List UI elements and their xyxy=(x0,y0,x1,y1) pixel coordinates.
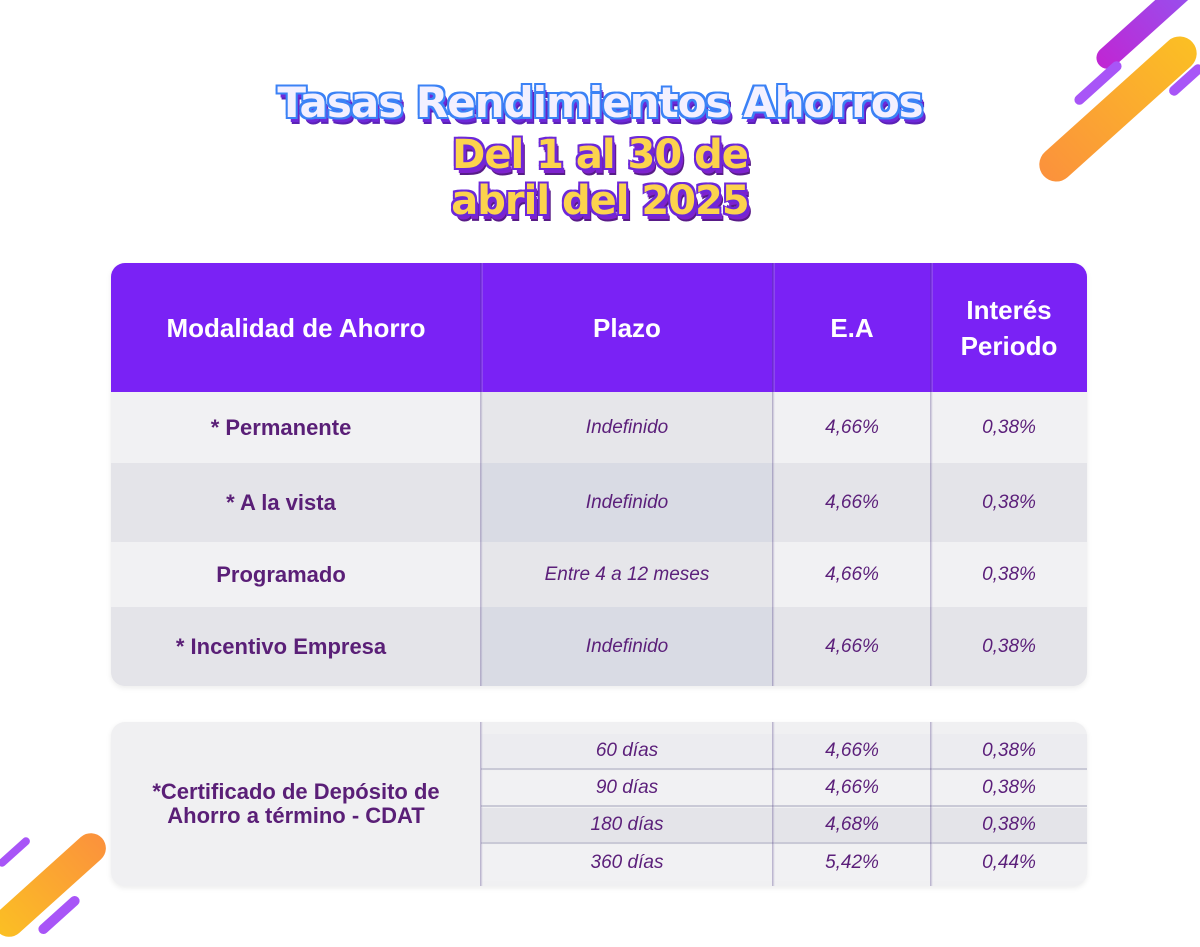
cdat-row xyxy=(481,808,1087,844)
row-interes: 0,38% xyxy=(982,563,1036,585)
row-interes: 0,38% xyxy=(982,635,1036,657)
row-plazo: Indefinido xyxy=(481,607,773,686)
cdat-label: *Certificado de Depósito de Ahorro a término - CDAT xyxy=(152,779,440,828)
column-divider xyxy=(772,722,775,886)
cdat-interes: 0,44% xyxy=(982,852,1036,873)
date-range-title xyxy=(0,132,1200,224)
row-plazo: Indefinido xyxy=(481,463,773,542)
cdat-plazo: 360 días xyxy=(590,852,664,873)
cdat-interes: 0,38% xyxy=(982,740,1036,761)
header-modalidad: Modalidad de Ahorro xyxy=(166,312,426,343)
header-interes-line1: Interés xyxy=(966,294,1052,325)
table-row xyxy=(111,607,1087,686)
cdat-ea: 5,42% xyxy=(825,852,879,873)
row-modalidad: * Incentivo Empresa xyxy=(175,633,387,659)
cdat-ea: 4,68% xyxy=(825,814,879,835)
column-divider xyxy=(480,722,483,886)
row-interes: 0,38% xyxy=(982,491,1036,513)
column-divider xyxy=(930,722,933,886)
savings-rates-table xyxy=(111,263,1087,686)
header-interes-periodo xyxy=(931,263,1087,392)
cdat-plazo: 180 días xyxy=(590,814,664,835)
row-plazo: Indefinido xyxy=(481,392,773,463)
date-range-line-2: abril del 2025 xyxy=(451,178,749,224)
cdat-interes: 0,38% xyxy=(982,814,1036,835)
header-interes-line2: Periodo xyxy=(960,330,1058,361)
column-divider xyxy=(480,263,483,686)
table-row xyxy=(111,392,1087,463)
row-modalidad: Programado xyxy=(216,561,346,587)
table-row xyxy=(111,542,1087,607)
cdat-row xyxy=(481,771,1087,807)
cdat-ea: 4,66% xyxy=(825,740,879,761)
cdat-plazo: 60 días xyxy=(595,740,659,761)
row-interes: 0,38% xyxy=(982,416,1036,438)
decorative-streak xyxy=(0,836,32,869)
table-header xyxy=(111,263,1087,392)
table-row xyxy=(111,463,1087,542)
header-plazo: Plazo xyxy=(593,312,661,343)
column-divider xyxy=(930,263,933,686)
row-ea: 4,66% xyxy=(825,491,879,513)
row-ea: 4,66% xyxy=(825,635,879,657)
row-modalidad: * Permanente xyxy=(210,414,352,440)
date-range-line-1: Del 1 al 30 de xyxy=(452,132,748,178)
cdat-rates-table xyxy=(111,722,1087,886)
cdat-plazo: 90 días xyxy=(595,777,659,798)
row-plazo: Entre 4 a 12 meses xyxy=(481,542,773,607)
header-ea: E.A xyxy=(830,312,874,343)
cdat-row xyxy=(481,845,1087,881)
cdat-interes: 0,38% xyxy=(982,777,1036,798)
page-title: Tasas Rendimientos Ahorros xyxy=(277,78,923,127)
cdat-row xyxy=(481,734,1087,770)
row-modalidad: * A la vista xyxy=(226,489,336,515)
row-ea: 4,66% xyxy=(825,563,879,585)
column-divider xyxy=(772,263,775,686)
row-ea: 4,66% xyxy=(825,416,879,438)
cdat-ea: 4,66% xyxy=(825,777,879,798)
